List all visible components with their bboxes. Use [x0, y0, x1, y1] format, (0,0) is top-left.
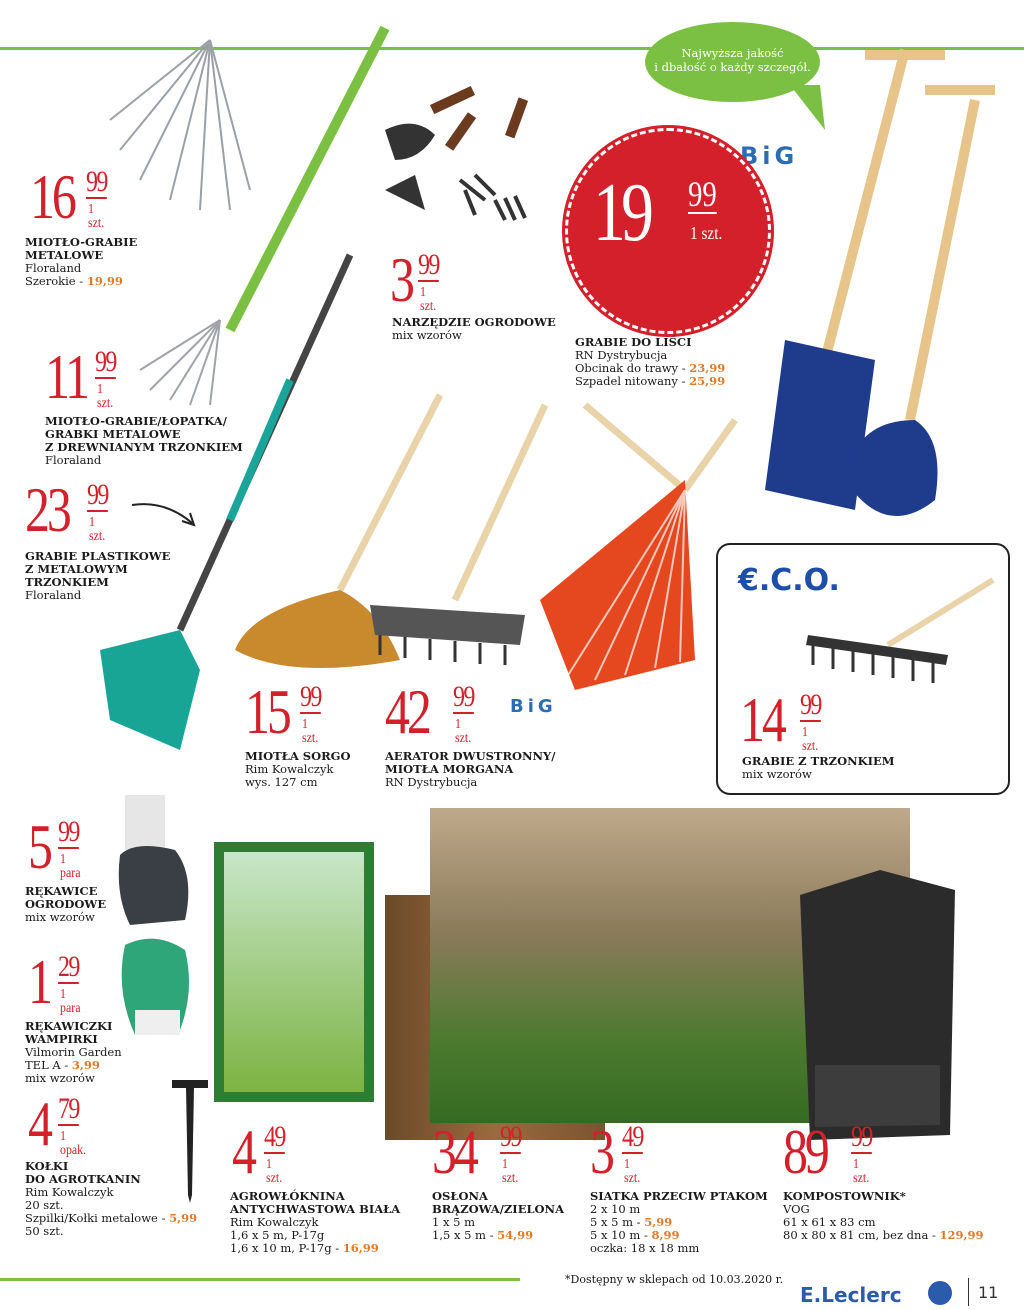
price-integer: 15	[245, 676, 289, 747]
price-miotlo-grabie	[30, 161, 107, 232]
page-number: 11	[978, 1283, 999, 1302]
price-badge-grabie-do-lisci	[565, 128, 771, 334]
price-decimal: 99	[418, 248, 439, 281]
price-aerator	[385, 676, 474, 747]
price-integer: 4	[232, 1116, 254, 1187]
price-unit: 1 szt.	[690, 223, 723, 243]
variant-label: Szerokie -	[25, 274, 87, 288]
variant-label-2: Szpadel nitowany -	[575, 374, 690, 388]
arrow-icon	[130, 495, 200, 530]
price-oslona	[432, 1116, 521, 1187]
spade-shovel-image	[745, 40, 1005, 540]
price-unit: 1 opak.	[60, 1129, 87, 1158]
product-title-2: METALOWE	[25, 248, 104, 262]
desc-miotla-sorgo	[245, 750, 375, 789]
product-brand: RN Dystrybucja	[385, 775, 478, 789]
product-title: GRABIE PLASTIKOWE	[25, 549, 171, 563]
desc-siatka	[590, 1190, 775, 1255]
price-unit: 1 szt.	[302, 717, 319, 746]
price-unit: 1 szt.	[853, 1157, 870, 1186]
product-qty: 20 szt.	[25, 1198, 64, 1212]
variant-price: 5,99	[644, 1215, 673, 1229]
price-decimal: 99	[300, 680, 321, 713]
price-integer: 3	[390, 244, 412, 315]
leclerc-logo: E.Leclerc	[800, 1283, 902, 1307]
price-unit: 1 szt.	[502, 1157, 519, 1186]
variant-label: TEL A -	[25, 1058, 72, 1072]
product-title-3: Z DREWNIANYM TRZONKIEM	[45, 440, 243, 454]
variant-price: 5,99	[169, 1211, 198, 1225]
price-kolki	[28, 1088, 87, 1159]
price-unit: 1 para	[60, 987, 81, 1016]
price-unit: 1 szt.	[624, 1157, 641, 1186]
product-title-2: WAMPIRKI	[25, 1032, 98, 1046]
composter-image	[790, 865, 960, 1145]
variant-price: 16,99	[342, 1241, 379, 1255]
product-brand: Rim Kowalczyk	[25, 1185, 114, 1199]
product-title-2: MIOTŁA MORGANA	[385, 762, 514, 776]
variant-qty: 50 szt.	[25, 1224, 64, 1238]
price-integer: 5	[28, 811, 50, 882]
variant-price: 19,99	[86, 274, 123, 288]
product-size: wys. 127 cm	[245, 775, 318, 789]
price-decimal: 99	[688, 174, 717, 214]
desc-aerator	[385, 750, 585, 789]
price-unit: 1 szt.	[266, 1157, 283, 1186]
price-decimal: 49	[264, 1120, 285, 1153]
price-decimal: 99	[500, 1120, 521, 1153]
product-title: MIOTŁA SORGO	[245, 749, 351, 763]
desc-narzedzie-ogrodowe	[392, 316, 592, 342]
product-variant: mix wzorów	[25, 910, 95, 924]
price-unit: 1 szt.	[88, 202, 105, 231]
product-variant: mix wzorów	[25, 1071, 95, 1085]
product-title-2: OGRODOWE	[25, 897, 107, 911]
variant-label: 1,5 x 5 m -	[432, 1228, 498, 1242]
price-decimal: 49	[622, 1120, 643, 1153]
variant-price-2: 25,99	[689, 374, 726, 388]
product-variant: mix wzorów	[392, 328, 462, 342]
desc-oslona	[432, 1190, 592, 1242]
product-title: RĘKAWICE	[25, 884, 98, 898]
bubble-tail	[790, 85, 830, 135]
price-decimal: 79	[58, 1092, 79, 1125]
variant-label: 80 x 80 x 81 cm, bez dna -	[783, 1228, 940, 1242]
price-rekawice	[28, 811, 81, 882]
price-agrowloknina	[232, 1116, 285, 1187]
product-title: GRABIE Z TRZONKIEM	[742, 754, 895, 768]
price-rekawiczki	[28, 946, 81, 1017]
price-integer: 1	[28, 946, 50, 1017]
product-title: OSŁONA	[432, 1189, 488, 1203]
product-size: 61 x 61 x 83 cm	[783, 1215, 876, 1229]
variant-price: 23,99	[689, 361, 726, 375]
price-integer: 4	[28, 1088, 50, 1159]
variant-label: Szpilki/Kołki metalowe -	[25, 1211, 170, 1225]
bubble-line-2: i dbałość o każdy szczegół.	[654, 60, 811, 74]
price-integer: 14	[740, 684, 784, 755]
garden-tools-image	[375, 80, 565, 230]
variant-price-2: 8,99	[651, 1228, 680, 1242]
variant-price: 129,99	[939, 1228, 984, 1242]
variant-label: Obcinak do trawy -	[575, 361, 690, 375]
price-integer: 3	[590, 1116, 612, 1187]
desc-grabie-do-lisci	[575, 336, 775, 388]
product-brand: Floraland	[25, 261, 82, 275]
price-unit: 1 para	[60, 852, 81, 881]
desc-kolki	[25, 1160, 225, 1238]
product-brand: Floraland	[45, 453, 102, 467]
product-title: AERATOR DWUSTRONNY/	[385, 749, 556, 763]
price-integer: 89	[783, 1116, 827, 1187]
product-size: 2 x 10 m	[590, 1202, 641, 1216]
price-unit: 1 szt.	[97, 382, 114, 411]
variant-label: 5 x 5 m -	[590, 1215, 645, 1229]
product-size: 1 x 5 m	[432, 1215, 475, 1229]
price-decimal: 99	[95, 345, 116, 378]
product-brand: Floraland	[25, 588, 82, 602]
product-title: KOŁKI	[25, 1159, 69, 1173]
price-decimal: 99	[87, 478, 108, 511]
desc-agrowloknina	[230, 1190, 430, 1255]
price-integer: 42	[385, 676, 429, 747]
product-brand: Vilmorin Garden	[25, 1045, 122, 1059]
bubble-line-1: Najwyższa jakość	[681, 46, 784, 60]
bottom-accent-line	[0, 1278, 520, 1281]
price-integer: 19	[593, 166, 650, 259]
product-title: GRABIE DO LIŚCI	[575, 335, 692, 349]
footer-divider	[968, 1278, 969, 1306]
price-integer: 16	[30, 161, 74, 232]
product-brand: Rim Kowalczyk	[245, 762, 334, 776]
big-logo-middle: BiG	[510, 696, 557, 717]
availability-note: *Dostępny w sklepach od 10.03.2020 r.	[565, 1273, 784, 1286]
product-title: MIOTŁO-GRABIE	[25, 235, 138, 249]
variant-price: 54,99	[497, 1228, 534, 1242]
desc-miotlo-lopatka	[45, 415, 265, 467]
price-miotlo-lopatka	[45, 341, 116, 412]
price-kompostownik	[783, 1116, 872, 1187]
price-narzedzie-ogrodowe	[390, 244, 439, 315]
price-siatka	[590, 1116, 643, 1187]
product-title: NARZĘDZIE OGRODOWE	[392, 315, 556, 329]
product-title: MIOTŁO-GRABIE/ŁOPATKA/	[45, 414, 227, 428]
desc-grabie-plastikowe	[25, 550, 195, 602]
eco-logo: €.C.O.	[738, 563, 840, 598]
product-title-2: BRĄZOWA/ZIELONA	[432, 1202, 564, 1216]
product-brand: VOG	[783, 1202, 810, 1216]
desc-miotlo-grabie	[25, 236, 215, 288]
price-decimal: 29	[58, 950, 79, 983]
price-unit: 1 szt.	[420, 285, 437, 314]
price-integer: 23	[25, 474, 69, 545]
variant-label: 1,6 x 10 m, P-17g -	[230, 1241, 343, 1255]
price-grabie-z-trzonkiem	[740, 684, 821, 755]
product-title: KOMPOSTOWNIK*	[783, 1189, 906, 1203]
product-title-2: Z METALOWYM	[25, 562, 128, 576]
big-logo-top: BiG	[740, 142, 799, 170]
product-title-2: GRABKI METALOWE	[45, 427, 181, 441]
price-decimal: 99	[800, 688, 821, 721]
agrospeed-package-image	[214, 842, 374, 1102]
mesh-size: oczka: 18 x 18 mm	[590, 1241, 700, 1255]
desc-kompostownik	[783, 1190, 998, 1242]
price-grabie-plastikowe	[25, 474, 108, 545]
price-miotla-sorgo	[245, 676, 321, 747]
leclerc-logo-mark	[928, 1281, 952, 1305]
desc-rekawice	[25, 885, 125, 924]
variant-price: 3,99	[71, 1058, 100, 1072]
price-decimal: 99	[453, 680, 474, 713]
price-decimal: 99	[58, 815, 79, 848]
product-title-2: DO AGROTKANIN	[25, 1172, 141, 1186]
product-title-2: ANTYCHWASTOWA BIAŁA	[230, 1202, 401, 1216]
price-decimal: 99	[851, 1120, 872, 1153]
price-integer: 11	[45, 341, 87, 412]
product-brand: RN Dystrybucja	[575, 348, 668, 362]
product-variant: mix wzorów	[742, 767, 812, 781]
price-unit: 1 szt.	[802, 725, 819, 754]
variant-label-2: 5 x 10 m -	[590, 1228, 652, 1242]
product-title: SIATKA PRZECIW PTAKOM	[590, 1189, 768, 1203]
desc-grabie-z-trzonkiem	[742, 755, 942, 781]
product-size: 1,6 x 5 m, P-17g	[230, 1228, 325, 1242]
product-brand: Rim Kowalczyk	[230, 1215, 319, 1229]
product-title-3: TRZONKIEM	[25, 575, 109, 589]
desc-rekawiczki	[25, 1020, 155, 1085]
price-integer: 34	[432, 1116, 476, 1187]
product-title: RĘKAWICZKI	[25, 1019, 113, 1033]
garden-rake-image	[798, 575, 998, 695]
price-unit: 1 szt.	[455, 717, 472, 746]
price-unit: 1 szt.	[89, 515, 106, 544]
price-decimal: 99	[86, 165, 107, 198]
product-title: AGROWŁÓKNINA	[230, 1189, 345, 1203]
